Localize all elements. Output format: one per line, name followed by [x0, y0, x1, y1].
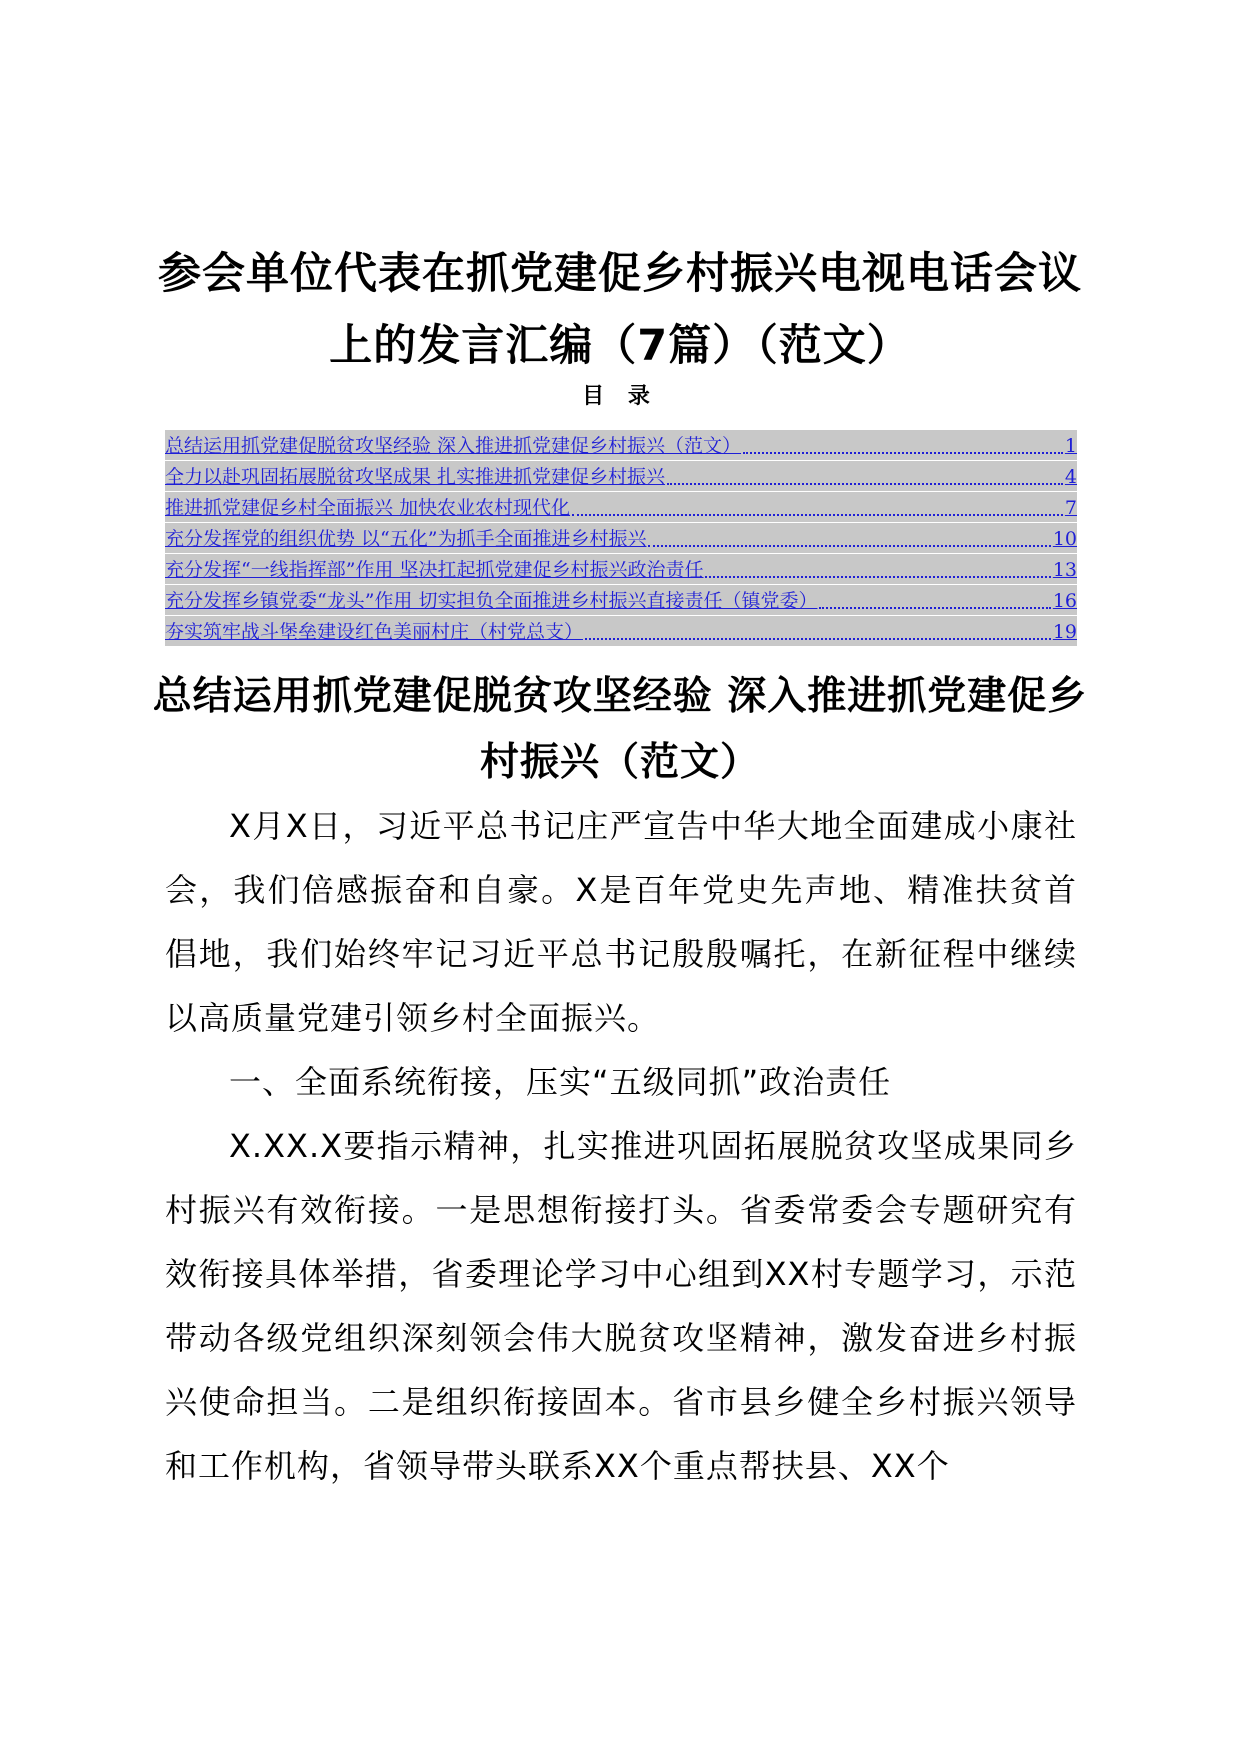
toc-entry[interactable] [165, 430, 1077, 460]
toc-dot-leader [819, 606, 1050, 609]
toc-entry[interactable] [165, 554, 1077, 584]
toc-entry[interactable] [165, 616, 1077, 646]
toc-entry[interactable] [165, 523, 1077, 553]
toc-page-number[interactable]: 10 [1052, 528, 1077, 550]
section-heading: 总结运用抓党建促脱贫攻坚经验 深入推进抓党建促乡村振兴（范文） [152, 674, 1088, 785]
subsection-heading: 一、全面系统衔接，压实“五级同抓”政治责任 [229, 1063, 892, 1101]
toc-entry-title[interactable]: 推进抓党建促乡村全面振兴 加快农业农村现代化 [165, 497, 571, 519]
toc-page-number[interactable]: 16 [1052, 590, 1077, 612]
toc-entry-title[interactable]: 充分发挥乡镇党委“龙头”作用 切实担负全面推进乡村振兴直接责任（镇党委） [165, 590, 818, 612]
toc-dot-leader [705, 575, 1050, 578]
toc-dot-leader [648, 544, 1050, 547]
toc-page-number[interactable]: 13 [1052, 559, 1077, 581]
toc-page-number[interactable]: 19 [1052, 621, 1077, 643]
toc-page-number[interactable]: 4 [1064, 466, 1077, 488]
toc-dot-leader [572, 513, 1063, 516]
toc-dot-leader [585, 637, 1051, 640]
toc-dot-leader [743, 451, 1063, 454]
body-paragraph: X月X日，习近平总书记庄严宣告中华大地全面建成小康社会，我们倍感振奋和自豪。X是百年党史先声地、精准扶贫首倡地，我们始终牢记习近平总书记殷殷嘱托，在新征程中继续以高质量党建引领乡村全面振兴。 [165, 807, 1077, 1037]
table-of-contents [165, 430, 1077, 646]
toc-entry[interactable] [165, 492, 1077, 522]
toc-entry[interactable] [165, 461, 1077, 491]
toc-dot-leader [667, 482, 1063, 485]
toc-entry-title[interactable]: 总结运用抓党建促脱贫攻坚经验 深入推进抓党建促乡村振兴（范文） [165, 435, 742, 457]
toc-entry-title[interactable]: 全力以赴巩固拓展脱贫攻坚成果 扎实推进抓党建促乡村振兴 [165, 466, 666, 488]
document-title: 参会单位代表在抓党建促乡村振兴电视电话会议上的发言汇编（7篇）（范文） [158, 249, 1082, 371]
toc-entry-title[interactable]: 充分发挥“一线指挥部”作用 坚决扛起抓党建促乡村振兴政治责任 [165, 559, 704, 581]
toc-page-number[interactable]: 1 [1064, 435, 1077, 457]
body-text [165, 794, 1077, 1498]
toc-entry-title[interactable]: 夯实筑牢战斗堡垒建设红色美丽村庄（村党总支） [165, 621, 584, 643]
toc-heading: 目 录 [582, 384, 658, 409]
body-paragraph: X.XX.X要指示精神，扎实推进巩固拓展脱贫攻坚成果同乡村振兴有效衔接。一是思想衔接打头。省委常委会专题研究有效衔接具体举措，省委理论学习中心组到XX村专题学习，示范带动各级党组织深刻领会伟大脱贫攻坚精神，激发奋进乡村振兴使命担当。二是组织衔接固本。省市县乡健全乡村振兴领导和工作机构，省领导带头联系XX个重点帮扶县、XX个 [165, 1127, 1077, 1485]
toc-page-number[interactable]: 7 [1064, 497, 1077, 519]
toc-entry[interactable] [165, 585, 1077, 615]
toc-entry-title[interactable]: 充分发挥党的组织优势 以“五化”为抓手全面推进乡村振兴 [165, 528, 647, 550]
